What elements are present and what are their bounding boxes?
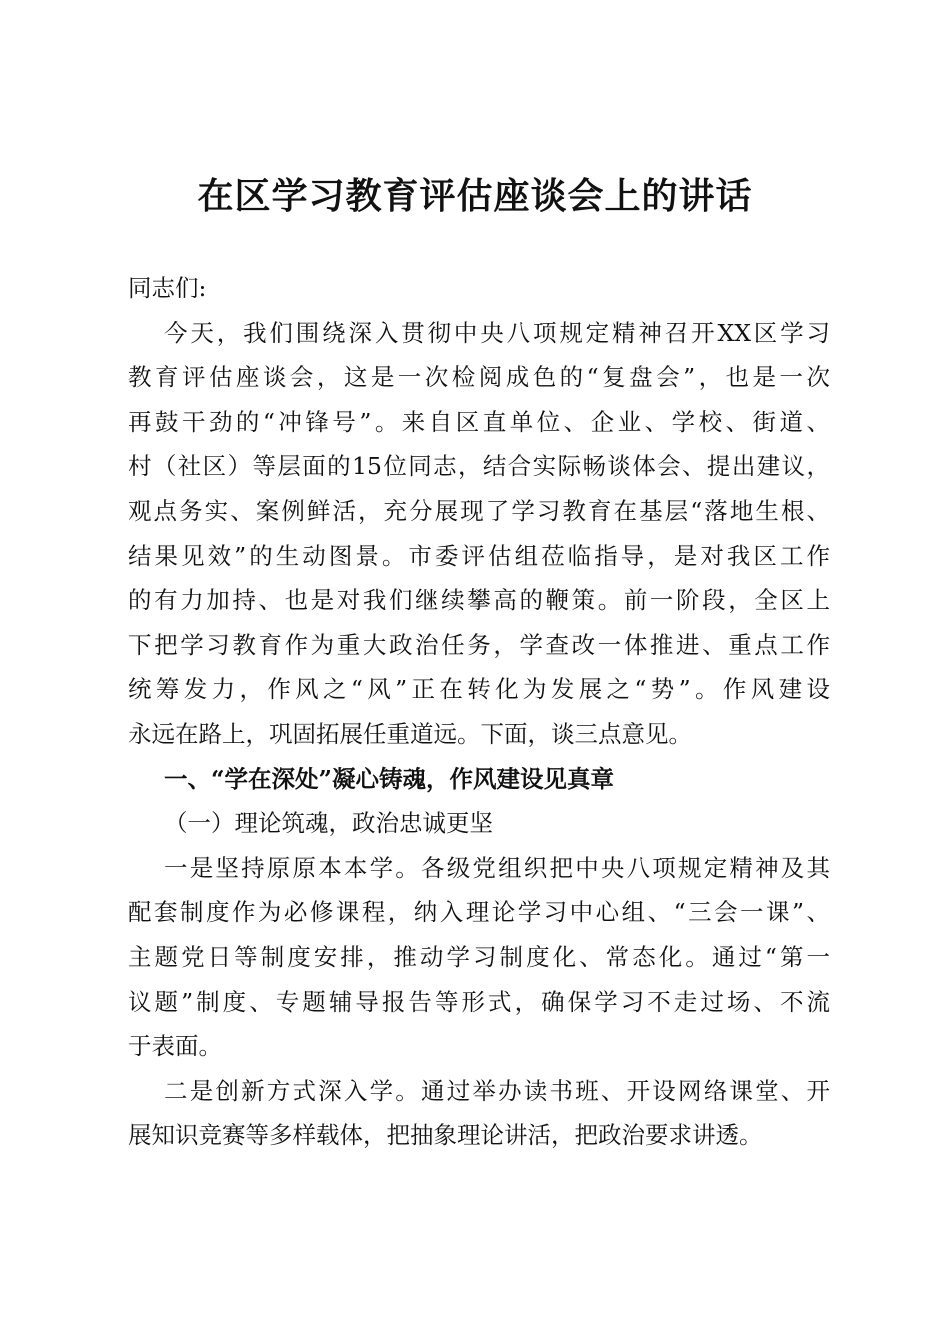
text-line: 于表面。 xyxy=(128,1032,222,1061)
subsection-heading-1: （一）理论筑魂，政治忠诚更坚 xyxy=(164,809,493,838)
text-line: 一是坚持原原本本学。各级党组织把中央八项规定精神及其 xyxy=(164,853,830,882)
text-line: 展知识竞赛等多样载体，把抽象理论讲活，把政治要求讲透。 xyxy=(128,1121,763,1150)
text-line: 配套制度作为必修课程，纳入理论学习中心组、“三会一课”、 xyxy=(128,898,830,927)
text-line: 二是创新方式深入学。通过举办读书班、开设网络课堂、开 xyxy=(164,1076,830,1105)
text-line: 村（社区）等层面的15位同志，结合实际畅谈体会、提出建议， xyxy=(128,452,830,481)
text-line: 议题”制度、专题辅导报告等形式，确保学习不走过场、不流 xyxy=(128,987,830,1016)
text-line: 结果见效”的生动图景。市委评估组莅临指导，是对我区工作 xyxy=(128,541,830,570)
document-body xyxy=(128,266,830,1158)
text-line: 教育评估座谈会，这是一次检阅成色的“复盘会”，也是一次 xyxy=(128,363,830,392)
paragraph-2 xyxy=(128,846,830,1069)
text-line: 统筹发力，作风之“风”正在转化为发展之“势”。作风建设 xyxy=(128,675,830,704)
text-line: 主题党日等制度安排，推动学习制度化、常态化。通过“第一 xyxy=(128,942,830,971)
salutation: 同志们: xyxy=(128,274,207,302)
paragraph-3 xyxy=(128,1069,830,1158)
text-line: 永远在路上，巩固拓展任重道远。下面，谈三点意见。 xyxy=(128,719,692,748)
text-line: 今天，我们围绕深入贯彻中央八项规定精神召开XX区学习 xyxy=(164,318,830,347)
text-line: 下把学习教育作为重大政治任务，学查改一体推进、重点工作 xyxy=(128,630,830,659)
text-line: 的有力加持、也是对我们继续攀高的鞭策。前一阶段，全区上 xyxy=(128,586,830,615)
paragraph-1 xyxy=(128,311,830,757)
text-line: 再鼓干劲的“冲锋号”。来自区直单位、企业、学校、街道、 xyxy=(128,407,830,436)
text-line: 观点务实、案例鲜活，充分展现了学习教育在基层“落地生根、 xyxy=(128,496,830,525)
document-title: 在区学习教育评估座谈会上的讲话 xyxy=(197,175,753,217)
section-heading-1: 一、“学在深处”凝心铸魂，作风建设见真章 xyxy=(164,764,615,793)
